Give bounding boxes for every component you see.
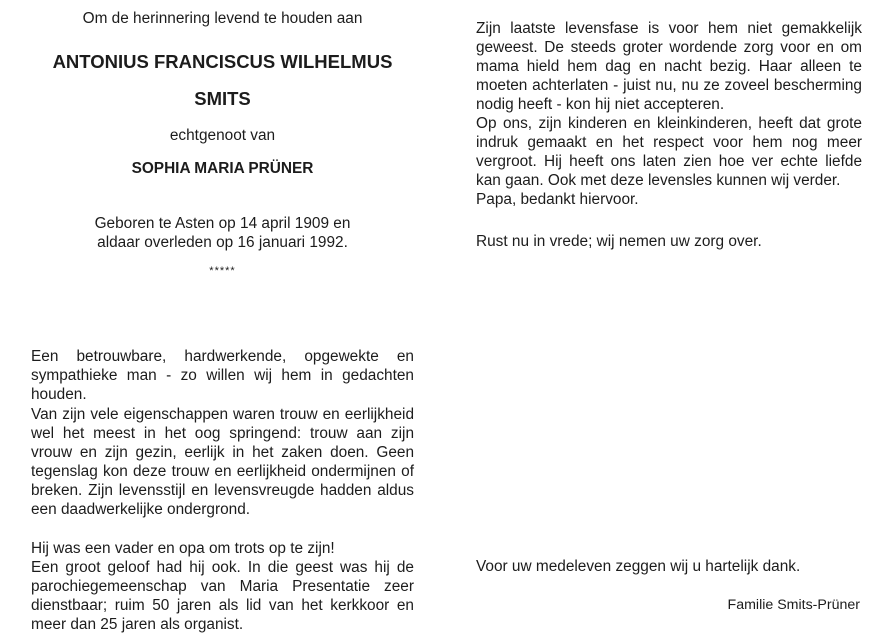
faith-paragraph: Een groot geloof had hij ook. In die geest was hij de parochiegemeenschap van Maria Presentatie zeer dienstbaar; ruim 50 jaren als lid van het kerkkoor en meer dan 25 jaren als organist. [31, 559, 414, 633]
thanks-line: Voor uw medeleven zeggen wij u hartelijk dank. [476, 558, 801, 575]
thanks-papa-line: Papa, bedankt hiervoor. [476, 191, 639, 208]
impression-paragraph: Op ons, zijn kinderen en kleinkinderen, heeft dat grote indruk gemaakt en het respect voor hem nog meer vergroot. Hij heeft ons laten zien hoe ver echte liefde kan gaan. Ook met deze levensles kunnen wij verder. [476, 115, 862, 189]
deceased-name-line1: ANTONIUS FRANCISCUS WILHELMUS [52, 51, 393, 72]
proud-father-line: Hij was een vader en opa om trots op te zijn! [31, 540, 335, 557]
spouse-name: SOPHIA MARIA PRÜNER [131, 160, 314, 177]
rest-in-peace-line: Rust nu in vrede; wij nemen uw zorg over. [476, 233, 762, 250]
last-phase-block [476, 19, 862, 209]
character-paragraph: Een betrouwbare, hardwerkende, opgewekte en sympathieke man - zo willen wij hem in gedachten houden. [31, 348, 414, 403]
birth-death-line1: Geboren te Asten op 14 april 1909 en [94, 215, 351, 232]
separator-stars: ***** [209, 265, 236, 277]
spouse-label: echtgenoot van [169, 127, 276, 144]
virtues-paragraph: Van zijn vele eigenschappen waren trouw en eerlijkheid wel het meest in het oog springend: trouw aan zijn vrouw en zijn gezin, eerlijk in het zaken doen. Geen tegenslag kon deze trouw en eerlijkheid ondermijnen of breken. Zijn levensstijl en levensvreugde hadden aldus een daadwerkelijke ondergrond. [31, 406, 414, 518]
left-column-header [31, 9, 414, 277]
intro-line: Om de herinnering levend te houden aan [82, 10, 363, 27]
family-signature: Familie Smits-Prüner [727, 597, 860, 613]
faith-block [31, 539, 414, 634]
deceased-name-line2: SMITS [194, 88, 251, 109]
last-phase-paragraph: Zijn laatste levensfase is voor hem niet gemakkelijk geweest. De steeds groter wordende zorg voor en om mama hield hem dag en nacht bezig. Haar alleen te moeten achterlaten - juist nu, nu ze zoveel bescherming nodig heeft - kon hij niet accepteren. [476, 20, 862, 113]
birth-death-line2: aldaar overleden op 16 januari 1992. [97, 234, 348, 251]
